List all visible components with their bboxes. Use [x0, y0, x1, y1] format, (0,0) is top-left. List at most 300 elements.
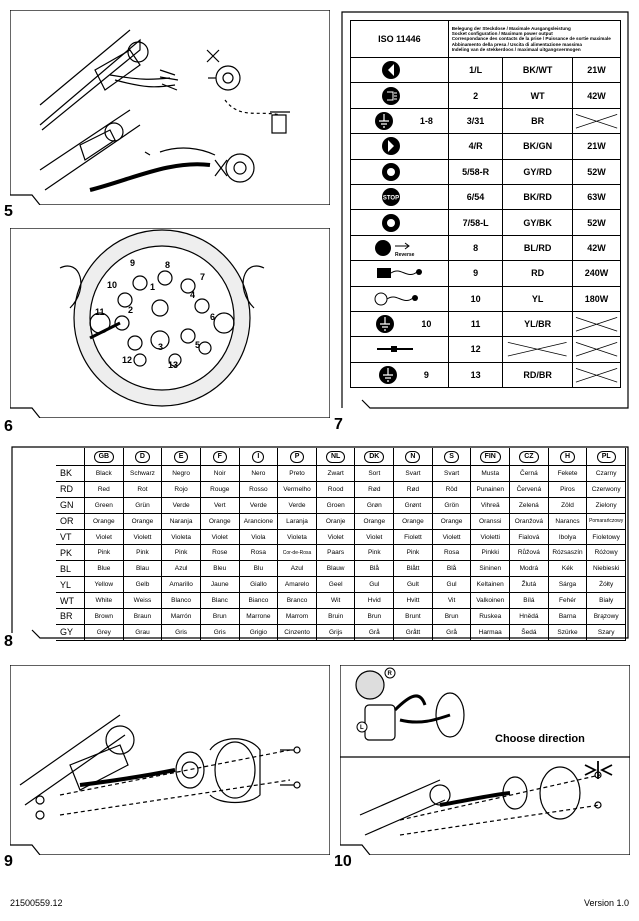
- colour-name: Kék: [548, 561, 587, 577]
- pin-number: 11: [448, 311, 503, 336]
- colour-name: Orange: [394, 513, 433, 529]
- language-header: [510, 448, 549, 466]
- colour-name: Violeta: [162, 529, 201, 545]
- colour-name: Giallo: [239, 577, 278, 593]
- colour-name: Violet: [316, 529, 355, 545]
- colour-name: Rood: [316, 481, 355, 497]
- socket-direction-illustration: [340, 665, 630, 855]
- colour-name: Rose: [200, 545, 239, 561]
- colour-name: Brun: [355, 609, 394, 625]
- colour-name: Vermelho: [278, 481, 317, 497]
- colour-name: Gelb: [123, 577, 162, 593]
- table-row: [351, 108, 621, 133]
- language-code: GB: [94, 451, 115, 463]
- pin-number: 1/L: [448, 58, 503, 83]
- symbol-cell: [351, 362, 449, 387]
- colour-name: Preto: [278, 466, 317, 482]
- colour-name: Negro: [162, 466, 201, 482]
- figure-10-panel: [334, 665, 630, 870]
- table-row: [351, 83, 621, 108]
- colour-name: Pomarańczowy: [587, 513, 626, 529]
- symbol-cell: [351, 311, 449, 336]
- ignition-supply-icon: [373, 288, 425, 310]
- socket-assembly-illustration: [10, 665, 330, 855]
- max-power: [572, 108, 620, 133]
- wire-colour: [503, 235, 572, 260]
- colour-name: Wit: [316, 593, 355, 609]
- colour-name: Zelená: [510, 497, 549, 513]
- svg-text:Reverse: Reverse: [395, 251, 415, 258]
- colour-name: Rosa: [239, 545, 278, 561]
- wire-colour: [503, 286, 572, 311]
- table-row: [56, 466, 626, 482]
- language-header: [548, 448, 587, 466]
- pin-label: 1: [150, 282, 156, 292]
- colour-name: Žlutá: [510, 577, 549, 593]
- wire-colour: [503, 184, 572, 209]
- colour-name: Zwart: [316, 466, 355, 482]
- pin-label: 13: [168, 360, 179, 370]
- colour-name: Paars: [316, 545, 355, 561]
- language-code: D: [135, 451, 150, 463]
- colour-name: Orange: [85, 513, 124, 529]
- pin-number: 7/58-L: [448, 210, 503, 235]
- colour-name: Naranja: [162, 513, 201, 529]
- colour-name: Orange: [432, 513, 471, 529]
- language-header: [85, 448, 124, 466]
- colour-name: Růžová: [510, 545, 549, 561]
- header-line: Indeling van de stekkerdoos / maximaal uitgangsvermogen: [451, 46, 581, 52]
- language-header: [200, 448, 239, 466]
- colour-name: Żółty: [587, 577, 626, 593]
- colour-name: Gris: [162, 624, 201, 640]
- colour-name: Orange: [200, 513, 239, 529]
- colour-name: Rot: [123, 481, 162, 497]
- colour-code: VT: [56, 529, 85, 545]
- language-code: DK: [364, 451, 384, 463]
- colour-name: Viola: [239, 529, 278, 545]
- language-code: NL: [326, 451, 345, 463]
- max-power: [572, 235, 620, 260]
- colour-name: Gris: [200, 624, 239, 640]
- max-power: [572, 261, 620, 286]
- pin-number: 6/54: [448, 184, 503, 209]
- colour-name: Brown: [85, 609, 124, 625]
- right-tail-light-icon: [373, 161, 425, 183]
- colour-name: White: [85, 593, 124, 609]
- colour-name: Szary: [587, 624, 626, 640]
- ground-icon: [367, 313, 419, 335]
- colour-name: Oranžová: [510, 513, 549, 529]
- colour-name: Gul: [432, 577, 471, 593]
- colour-name: Fioletowy: [587, 529, 626, 545]
- wire-colour-text: YL: [531, 293, 544, 304]
- table-row: [56, 513, 626, 529]
- colour-code: BK: [56, 466, 85, 482]
- pin-number: 12: [448, 337, 503, 362]
- table-row: [351, 311, 621, 336]
- figure-number: 10: [334, 853, 352, 870]
- colour-name: Geel: [316, 577, 355, 593]
- choose-direction-label: Choose direction: [495, 733, 585, 745]
- colour-name: Groen: [316, 497, 355, 513]
- symbol-cell: [351, 286, 449, 311]
- pin-label: 6: [210, 312, 216, 322]
- table-row: [351, 58, 621, 83]
- pin-label: 10: [107, 280, 118, 290]
- figure-number: 6: [4, 418, 13, 435]
- colour-name: Violett: [123, 529, 162, 545]
- colour-name: Svart: [432, 466, 471, 482]
- wire-colour: [503, 134, 572, 159]
- figure-number: 8: [4, 633, 13, 650]
- colour-name: Rød: [355, 481, 394, 497]
- language-header: [316, 448, 355, 466]
- language-code: H: [560, 451, 575, 463]
- wire-colour: [503, 83, 572, 108]
- symbol-cell: [351, 58, 449, 83]
- colour-name: Pinkki: [471, 545, 510, 561]
- wire-colour-text: YL/BR: [524, 319, 552, 330]
- colour-name: Keltainen: [471, 577, 510, 593]
- table-row: [56, 593, 626, 609]
- table-row: [351, 134, 621, 159]
- max-power-text: 21W: [587, 141, 606, 152]
- pin-number: 3/31: [448, 108, 503, 133]
- colour-name: Rojo: [162, 481, 201, 497]
- pin-label: 4: [190, 290, 196, 300]
- language-header: [278, 448, 317, 466]
- colour-name: Ruskea: [471, 609, 510, 625]
- document-number: 21500559.12: [10, 898, 63, 908]
- colour-name: Zöld: [548, 497, 587, 513]
- colour-name: Violett: [432, 529, 471, 545]
- table-row: [351, 286, 621, 311]
- colour-name: Grigio: [239, 624, 278, 640]
- ground-icon: [370, 364, 422, 386]
- wire-colour-text: RD/BR: [523, 369, 552, 380]
- direction-label-l: L: [360, 725, 364, 731]
- socket-configuration-table: [350, 20, 621, 388]
- colour-name: Pink: [394, 545, 433, 561]
- max-power: [572, 83, 620, 108]
- colour-name: Bílá: [510, 593, 549, 609]
- colour-name: Schwarz: [123, 466, 162, 482]
- colour-name: Amarillo: [162, 577, 201, 593]
- colour-name: Vit: [432, 593, 471, 609]
- header-line: Socket configuration / Maximum power output: [451, 31, 553, 37]
- symbol-cell: [351, 83, 449, 108]
- colour-code: PK: [56, 545, 85, 561]
- table-row: [351, 337, 621, 362]
- language-code: CZ: [519, 451, 538, 463]
- colour-name: Czarny: [587, 466, 626, 482]
- figure-5-panel: [4, 10, 330, 220]
- max-power-text: 42W: [587, 242, 606, 253]
- colour-name: Szürke: [548, 624, 587, 640]
- colour-name: Grau: [123, 624, 162, 640]
- language-header: [239, 448, 278, 466]
- language-code: FIN: [480, 451, 501, 463]
- colour-name: Cor-de-Rosa: [278, 545, 317, 561]
- battery-charge-icon: [373, 262, 425, 284]
- wire-colour: [503, 159, 572, 184]
- colour-name: Fialová: [510, 529, 549, 545]
- colour-name: Pink: [85, 545, 124, 561]
- table-row: [351, 261, 621, 286]
- max-power-text: 42W: [587, 90, 606, 101]
- colour-name: Violet: [85, 529, 124, 545]
- colour-name: Grey: [85, 624, 124, 640]
- pin-label: 11: [95, 307, 105, 317]
- language-header: [394, 448, 433, 466]
- wire-colour: [503, 210, 572, 235]
- ground-icon: [366, 110, 418, 132]
- colour-name: Bianco: [239, 593, 278, 609]
- colour-name: Pink: [123, 545, 162, 561]
- header-line: Abbinamento della presa / Uscita di alimentazione massima: [451, 41, 582, 47]
- colour-code: YL: [56, 577, 85, 593]
- pin-label: 2: [128, 305, 134, 315]
- colour-name: Azul: [162, 561, 201, 577]
- table-row: [56, 481, 626, 497]
- contact-group-label: 1-8: [419, 115, 433, 126]
- table-row: [56, 497, 626, 513]
- header-line: Belegung der Steckdose / Maximale Ausgangsleistung: [451, 25, 571, 31]
- colour-name: Verde: [162, 497, 201, 513]
- contact-group-label: 9: [423, 369, 429, 380]
- table-row: [56, 624, 626, 640]
- colour-name: Blau: [123, 561, 162, 577]
- colour-name: Hvid: [355, 593, 394, 609]
- colour-code: BR: [56, 609, 85, 625]
- colour-name: Blanco: [162, 593, 201, 609]
- max-power: [572, 134, 620, 159]
- spare-contact-icon: [373, 338, 425, 360]
- version-label: Version 1.0: [583, 898, 629, 908]
- colour-name: Červená: [510, 481, 549, 497]
- wire-colour-text: GY/RD: [523, 166, 552, 177]
- colour-name: Grön: [432, 497, 471, 513]
- colour-name: Grå: [432, 624, 471, 640]
- colour-name: Bleu: [200, 561, 239, 577]
- wire-colour-text: RD: [531, 268, 545, 279]
- wire-colour: [503, 108, 572, 133]
- colour-name: Violetti: [471, 529, 510, 545]
- wire-colour: [503, 58, 572, 83]
- symbol-cell: [351, 235, 449, 260]
- socket-pin-layout-diagram: [10, 228, 330, 418]
- colour-name: Pink: [162, 545, 201, 561]
- symbol-cell: [351, 108, 449, 133]
- colour-name: Rózsaszín: [548, 545, 587, 561]
- colour-name: Svart: [394, 466, 433, 482]
- colour-name: Šedá: [510, 624, 549, 640]
- language-code: N: [405, 451, 420, 463]
- table-row: [351, 362, 621, 387]
- colour-name: Violet: [200, 529, 239, 545]
- symbol-cell: [351, 184, 449, 209]
- colour-name: Černá: [510, 466, 549, 482]
- colour-name: Rosa: [432, 545, 471, 561]
- language-header-row: [56, 448, 626, 466]
- not-applicable-cross: [573, 109, 620, 133]
- table-row: [56, 561, 626, 577]
- max-power: [572, 286, 620, 311]
- figure-number: 7: [334, 416, 343, 433]
- colour-name: Valkoinen: [471, 593, 510, 609]
- max-power: [572, 362, 620, 387]
- colour-name: Pink: [355, 545, 394, 561]
- colour-name: Sininen: [471, 561, 510, 577]
- pin-label: 9: [130, 258, 136, 268]
- language-header: [587, 448, 626, 466]
- colour-name: Harmaa: [471, 624, 510, 640]
- colour-name: Brun: [200, 609, 239, 625]
- colour-name: Braun: [123, 609, 162, 625]
- table-row: [56, 529, 626, 545]
- symbol-cell: [351, 134, 449, 159]
- table-row: [351, 235, 621, 260]
- pin-label: 8: [165, 260, 171, 270]
- colour-name: Brunt: [394, 609, 433, 625]
- colour-name: Ibolya: [548, 529, 587, 545]
- colour-name: Arancione: [239, 513, 278, 529]
- language-code: I: [252, 451, 264, 463]
- max-power-text: 180W: [584, 293, 609, 304]
- colour-name: Green: [85, 497, 124, 513]
- colour-name: Biały: [587, 593, 626, 609]
- language-code: F: [213, 451, 227, 463]
- wire-colour-table: [56, 448, 626, 641]
- colour-name: Grå: [355, 624, 394, 640]
- colour-name: Gul: [355, 577, 394, 593]
- colour-name: Modrá: [510, 561, 549, 577]
- colour-name: Hvitt: [394, 593, 433, 609]
- language-header: [471, 448, 510, 466]
- pin-label: 7: [200, 272, 206, 282]
- figure-6-panel: [4, 228, 330, 435]
- table-row: [56, 609, 626, 625]
- header-description: [448, 21, 620, 58]
- colour-name: Röd: [432, 481, 471, 497]
- colour-name: Weiss: [123, 593, 162, 609]
- language-header: [162, 448, 201, 466]
- max-power-text: 52W: [587, 166, 606, 177]
- max-power: [572, 337, 620, 362]
- colour-name: Noir: [200, 466, 239, 482]
- colour-name: Barna: [548, 609, 587, 625]
- pin-label: 5: [195, 340, 201, 350]
- colour-name: Branco: [278, 593, 317, 609]
- colour-name: Orange: [355, 513, 394, 529]
- language-header: [123, 448, 162, 466]
- colour-name: Orange: [123, 513, 162, 529]
- table-row: [56, 577, 626, 593]
- colour-name: Blauw: [316, 561, 355, 577]
- colour-name: Sort: [355, 466, 394, 482]
- figure-9-panel: [4, 665, 330, 870]
- reverse-light-icon: [373, 237, 425, 259]
- header-line: Correspondance des contacts de la prise / Puissance de sortie maximale: [451, 36, 611, 42]
- left-tail-light-icon: [373, 212, 425, 234]
- colour-name: Blå: [432, 561, 471, 577]
- colour-name: Brązowy: [587, 609, 626, 625]
- colour-name: Grøn: [355, 497, 394, 513]
- wire-colour-text: BR: [531, 115, 545, 126]
- colour-name: Nero: [239, 466, 278, 482]
- not-applicable-cross: [503, 337, 571, 361]
- colour-name: Hnědá: [510, 609, 549, 625]
- colour-name: Blu: [239, 561, 278, 577]
- colour-name: Fiolett: [394, 529, 433, 545]
- colour-name: Rosso: [239, 481, 278, 497]
- colour-name: Czerwony: [587, 481, 626, 497]
- pin-number: 10: [448, 286, 503, 311]
- contact-group-label: 10: [421, 319, 432, 330]
- colour-name: Verde: [278, 497, 317, 513]
- colour-code: RD: [56, 481, 85, 497]
- max-power-text: 240W: [584, 268, 609, 279]
- pin-number: 5/58-R: [448, 159, 503, 184]
- colour-name: Brun: [432, 609, 471, 625]
- pin-label: 12: [122, 355, 133, 365]
- max-power-text: 52W: [587, 217, 606, 228]
- language-header: [355, 448, 394, 466]
- colour-name: Sárga: [548, 577, 587, 593]
- direction-label-r: R: [387, 671, 392, 677]
- colour-name: Rouge: [200, 481, 239, 497]
- colour-name: Vihreä: [471, 497, 510, 513]
- colour-name: Grått: [394, 624, 433, 640]
- right-indicator-icon: [373, 135, 425, 157]
- wire-colour: [503, 261, 572, 286]
- not-applicable-cross: [573, 363, 620, 387]
- colour-name: Różowy: [587, 545, 626, 561]
- pin-label: 3: [158, 342, 164, 352]
- pin-number: 4/R: [448, 134, 503, 159]
- colour-name: Oranssi: [471, 513, 510, 529]
- colour-name: Blue: [85, 561, 124, 577]
- wire-colour: [503, 337, 572, 362]
- pin-number: 8: [448, 235, 503, 260]
- not-applicable-cross: [573, 312, 620, 336]
- stop-light-icon: [373, 186, 425, 208]
- wire-colour-text: BK/WT: [522, 65, 553, 76]
- language-code: E: [174, 451, 189, 463]
- colour-code: WT: [56, 593, 85, 609]
- colour-name: Jaune: [200, 577, 239, 593]
- colour-name: Zielony: [587, 497, 626, 513]
- max-power-text: 21W: [587, 65, 606, 76]
- iso-standard: ISO 11446: [351, 21, 449, 58]
- language-code: P: [290, 451, 305, 463]
- colour-name: Fehér: [548, 593, 587, 609]
- colour-name: Grün: [123, 497, 162, 513]
- wire-colour: [503, 362, 572, 387]
- colour-name: Violeta: [278, 529, 317, 545]
- colour-name: Yellow: [85, 577, 124, 593]
- pin-number: 9: [448, 261, 503, 286]
- colour-name: Fekete: [548, 466, 587, 482]
- colour-name: Oranje: [316, 513, 355, 529]
- figure-number: 9: [4, 853, 13, 870]
- colour-name: Violet: [355, 529, 394, 545]
- wire-colour-text: BL/RD: [523, 242, 552, 253]
- colour-name: Cinzento: [278, 624, 317, 640]
- pin-number: 2: [448, 83, 503, 108]
- pin-number: 13: [448, 362, 503, 387]
